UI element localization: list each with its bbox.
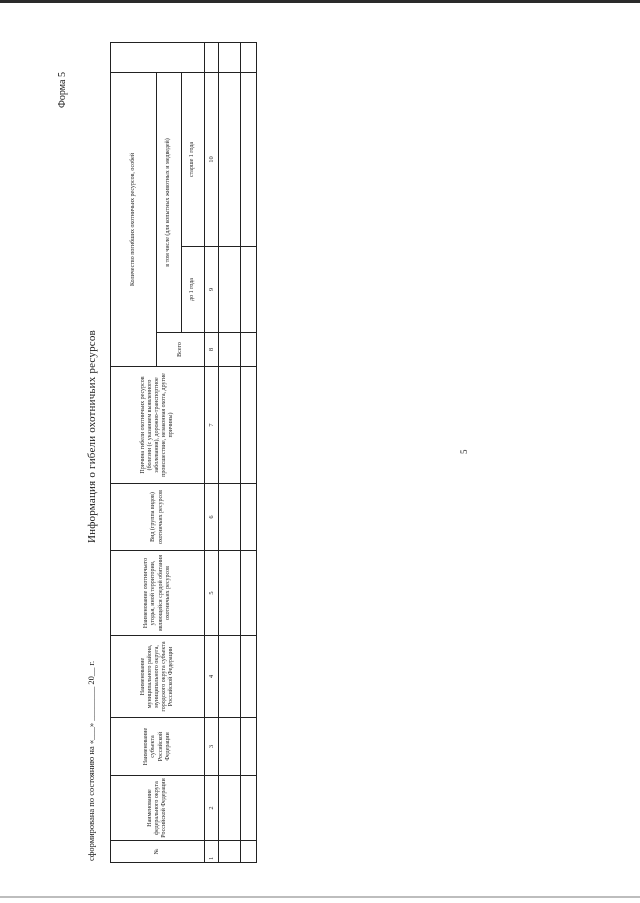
- table-cell: [219, 333, 241, 367]
- table-cell: [219, 247, 241, 333]
- header-over-1-year: старше 1 года: [182, 72, 205, 246]
- table-cell: [241, 841, 257, 863]
- table-cell: [241, 42, 257, 72]
- header-empty-right: [111, 42, 205, 72]
- header-under-1-year: до 1 года: [182, 247, 205, 333]
- form-label: Форма 5: [57, 72, 68, 108]
- header-subject: Наименование субъекта Российской Федерации: [111, 718, 205, 776]
- column-number-row: [205, 42, 219, 862]
- table-cell: [241, 718, 257, 776]
- header-hunting-ground: Наименование охотничьего угодья, иной территории, являющейся средой обитания охотничьих ресурсов: [111, 551, 205, 636]
- table-cell: [241, 776, 257, 841]
- table-cell: [241, 72, 257, 246]
- column-number: 2: [205, 776, 219, 841]
- table-cell: [219, 551, 241, 636]
- column-number: 6: [205, 484, 219, 551]
- table-cell: [219, 72, 241, 246]
- table-cell: [219, 718, 241, 776]
- header-number: №: [111, 841, 205, 863]
- table-cell: [241, 367, 257, 484]
- table-cell: [219, 776, 241, 841]
- column-number: 4: [205, 636, 219, 718]
- header-species: Вид (группа видов) охотничьих ресурсов: [111, 484, 205, 551]
- header-municipality: Наименование муниципального района, муниципального округа, городского округа субъекта Российской Федерации: [111, 636, 205, 718]
- empty-cell: [205, 42, 219, 72]
- column-number: 1: [205, 841, 219, 863]
- header-cause-of-death: Причина гибели охотничьих ресурсов (болезни (с указанием выявленного заболевания), дорожно-транспортное происшествие, незаконная охота, другие причины): [111, 367, 205, 484]
- table-cell: [241, 333, 257, 367]
- table-cell: [219, 484, 241, 551]
- column-number: 3: [205, 718, 219, 776]
- as-of-date-line: сформирована по состоянию на «___» ________ 20__ г.: [86, 660, 96, 861]
- table-cell: [219, 841, 241, 863]
- column-number: 9: [205, 247, 219, 333]
- column-number: 10: [205, 72, 219, 246]
- table-row: [219, 42, 241, 862]
- header-total: Всего: [157, 333, 205, 367]
- table-cell: [241, 551, 257, 636]
- table-cell: [241, 636, 257, 718]
- header-federal-district: Наименование федерального округа Российской Федерации: [111, 776, 205, 841]
- table-cell: [219, 367, 241, 484]
- document-title: Информация о гибели охотничьих ресурсов: [86, 330, 98, 543]
- table-cell: [241, 247, 257, 333]
- header-dead-count-group: Количество погибших охотничьих ресурсов, особей: [111, 72, 157, 366]
- table-cell: [219, 42, 241, 72]
- table-cell: [219, 636, 241, 718]
- column-number: 8: [205, 333, 219, 367]
- table-cell: [241, 484, 257, 551]
- header-including-ungulates: в том числе (для копытных животных и медведей): [157, 72, 182, 332]
- column-number: 7: [205, 367, 219, 484]
- column-number: 5: [205, 551, 219, 636]
- table-row: [241, 42, 257, 862]
- page-number: 5: [459, 449, 469, 454]
- hunting-resources-table: [110, 42, 257, 863]
